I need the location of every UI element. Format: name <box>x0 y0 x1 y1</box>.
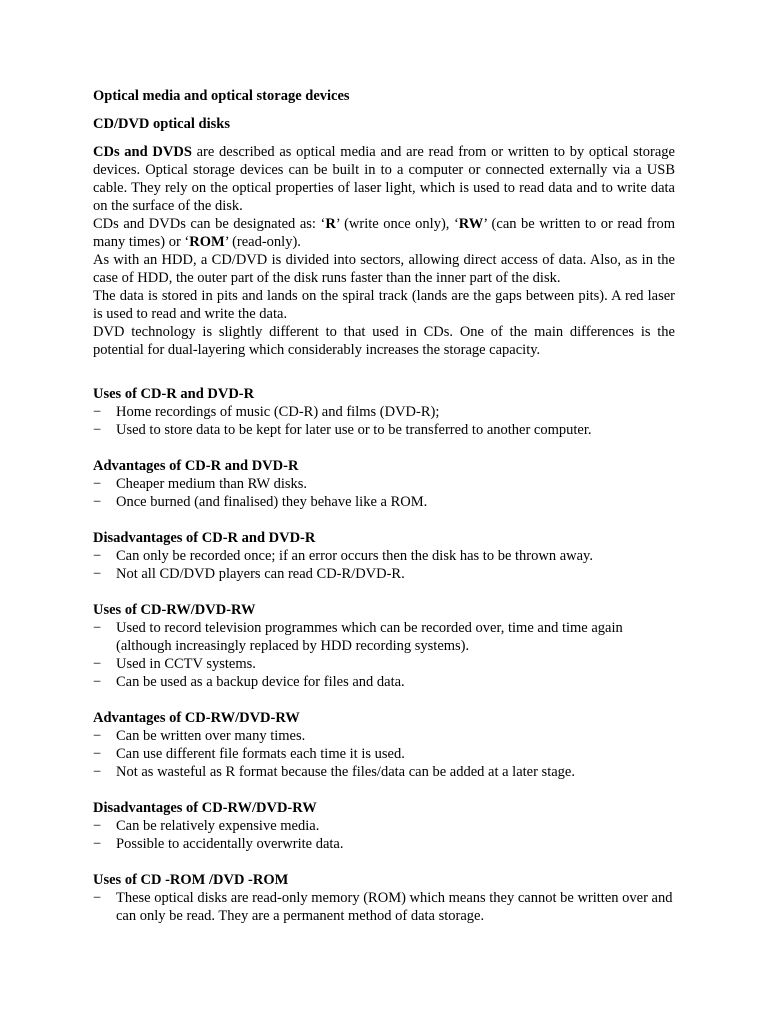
sections-container <box>93 385 675 925</box>
list-item <box>93 889 675 925</box>
list-item <box>93 565 675 583</box>
intro-paragraph-5: DVD technology is slightly different to that used in CDs. One of the main differences is the potential for dual-layering which considerably increases the storage capacity. <box>93 324 675 358</box>
list-item-text: Can use different file formats each time it is used. <box>116 746 405 762</box>
dash-bullet-icon: − <box>93 566 102 582</box>
list-item-text: Can be used as a backup device for files and data. <box>116 674 405 690</box>
intro-bold-term: CDs and DVDS <box>93 144 192 160</box>
list-item-text: Home recordings of music (CD-R) and films (DVD-R); <box>116 404 440 420</box>
dash-bullet-icon: − <box>93 764 102 780</box>
dash-bullet-icon: − <box>93 674 102 690</box>
list-item-text: These optical disks are read-only memory (ROM) which means they cannot be written over and can only be read. They are a permanent method of data storage. <box>116 890 673 924</box>
section-block <box>93 529 675 583</box>
section-heading: Uses of CD -ROM /DVD -ROM <box>93 872 289 888</box>
dash-list <box>93 547 675 583</box>
dash-bullet-icon: − <box>93 620 102 636</box>
section-block <box>93 871 675 925</box>
section-block <box>93 457 675 511</box>
dash-bullet-icon: − <box>93 656 102 672</box>
section-block <box>93 709 675 781</box>
list-item-text: Used in CCTV systems. <box>116 656 256 672</box>
section-heading: Disadvantages of CD-RW/DVD-RW <box>93 800 317 816</box>
list-item <box>93 493 675 511</box>
list-item-text: Once burned (and finalised) they behave like a ROM. <box>116 494 428 510</box>
designation-text-b: ’ (write once only), ‘ <box>335 216 459 232</box>
dash-bullet-icon: − <box>93 746 102 762</box>
designation-text-a: CDs and DVDs can be designated as: ‘ <box>93 216 326 232</box>
dash-bullet-icon: − <box>93 404 102 420</box>
section-heading: Uses of CD-RW/DVD-RW <box>93 602 256 618</box>
section-block <box>93 601 675 691</box>
dash-bullet-icon: − <box>93 494 102 510</box>
list-item <box>93 817 675 835</box>
section-block <box>93 385 675 439</box>
list-item <box>93 835 675 853</box>
dash-list <box>93 727 675 781</box>
list-item <box>93 655 675 673</box>
list-item <box>93 547 675 565</box>
section-block <box>93 799 675 853</box>
list-item-text: Used to record television programmes which can be recorded over, time and time again (although increasingly replaced by HDD recording systems). <box>116 620 623 654</box>
dash-list <box>93 403 675 439</box>
section-heading: Advantages of CD-RW/DVD-RW <box>93 710 300 726</box>
list-item-text: Cheaper medium than RW disks. <box>116 476 308 492</box>
dash-list <box>93 889 675 925</box>
designation-text-c: ’ (can be written to or read from many times) or ‘ <box>93 216 676 250</box>
list-item <box>93 727 675 745</box>
list-item <box>93 619 675 655</box>
dash-list <box>93 817 675 853</box>
section-heading: Disadvantages of CD-R and DVD-R <box>93 530 316 546</box>
designation-rw: RW <box>458 216 484 232</box>
intro-text <box>93 143 675 359</box>
dash-bullet-icon: − <box>93 422 102 438</box>
intro-paragraph-3: As with an HDD, a CD/DVD is divided into sectors, allowing direct access of data. Also, as in the case of HDD, the outer part of the disk runs faster than the inner part of the disk. <box>93 252 675 286</box>
list-item-text: Can be written over many times. <box>116 728 306 744</box>
dash-list <box>93 619 675 691</box>
list-item-text: Possible to accidentally overwrite data. <box>116 836 344 852</box>
intro-paragraph-2 <box>93 215 675 251</box>
list-item-text: Used to store data to be kept for later use or to be transferred to another computer. <box>116 422 592 438</box>
list-item-text: Can be relatively expensive media. <box>116 818 320 834</box>
dash-bullet-icon: − <box>93 548 102 564</box>
section-subtitle: CD/DVD optical disks <box>93 116 230 132</box>
list-item <box>93 475 675 493</box>
list-item <box>93 403 675 421</box>
intro-paragraph-1-text: are described as optical media and are read from or written to by optical storage devices. Optical storage devices can be built in to a computer or connected externally via a USB cable. They rely on the optical properties of laser light, which is used to read data and to write data on the surface of the disk. <box>93 144 675 214</box>
list-item <box>93 763 675 781</box>
dash-bullet-icon: − <box>93 818 102 834</box>
list-item-text: Can only be recorded once; if an error occurs then the disk has to be thrown away. <box>116 548 593 564</box>
dash-bullet-icon: − <box>93 836 102 852</box>
list-item <box>93 421 675 439</box>
list-item-text: Not all CD/DVD players can read CD-R/DVD-R. <box>116 566 405 582</box>
section-heading: Uses of CD-R and DVD-R <box>93 386 255 402</box>
intro-paragraph-4: The data is stored in pits and lands on the spiral track (lands are the gaps between pits). A red laser is used to read and write the data. <box>93 288 675 322</box>
dash-bullet-icon: − <box>93 476 102 492</box>
list-item <box>93 673 675 691</box>
list-item-text: Not as wasteful as R format because the files/data can be added at a later stage. <box>116 764 575 780</box>
document-title: Optical media and optical storage devices <box>93 88 350 104</box>
designation-rom: ROM <box>189 234 225 250</box>
designation-r: R <box>325 216 336 232</box>
dash-list <box>93 475 675 511</box>
designation-text-d: ’ (read-only). <box>224 234 301 250</box>
dash-bullet-icon: − <box>93 890 102 906</box>
intro-paragraph-1 <box>93 143 675 215</box>
list-item <box>93 745 675 763</box>
section-heading: Advantages of CD-R and DVD-R <box>93 458 299 474</box>
document-body <box>93 87 675 925</box>
dash-bullet-icon: − <box>93 728 102 744</box>
